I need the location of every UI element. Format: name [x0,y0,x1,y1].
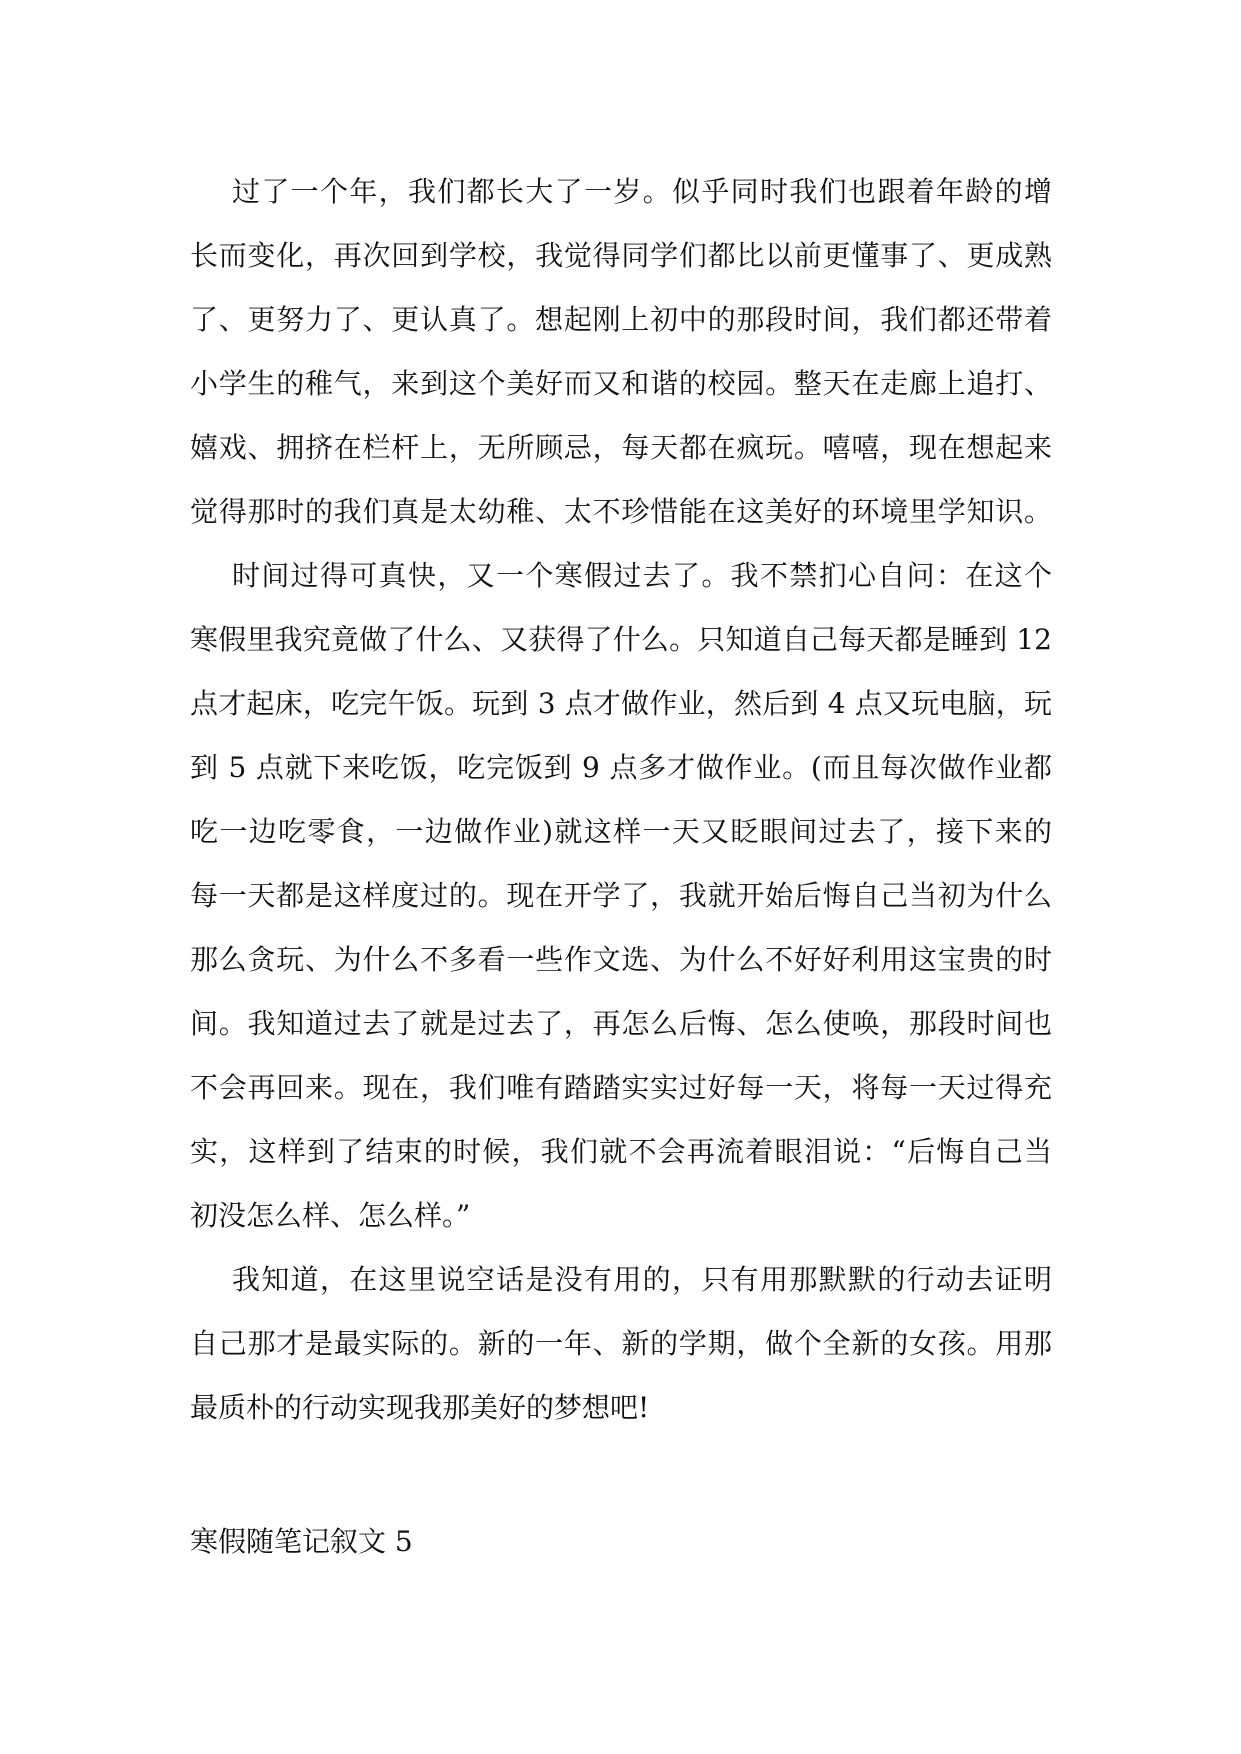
paragraph-1-line-4: 小学生的稚气，来到这个美好而又和谐的校园。整天在走廊上追打、 [190,367,1052,400]
article-body [190,160,1052,1440]
section-heading: 寒假随笔记叙文 5 [190,1525,413,1558]
paragraph-2-line-5: 吃一边吃零食，一边做作业)就这样一天又眨眼间过去了，接下来的 [190,815,1052,848]
paragraph-3-line-2: 自己那才是最实际的。新的一年、新的学期，做个全新的女孩。用那 [190,1327,1052,1360]
paragraph-1-line-2: 长而变化，再次回到学校，我觉得同学们都比以前更懂事了、更成熟 [190,239,1052,272]
paragraph-3-line-1: 我知道，在这里说空话是没有用的，只有用那默默的行动去证明 [232,1263,1052,1296]
paragraph-1-line-3: 了、更努力了、更认真了。想起刚上初中的那段时间，我们都还带着 [190,303,1052,336]
paragraph-2-line-10: 实，这样到了结束的时候，我们就不会再流着眼泪说：“后悔自己当 [190,1135,1052,1168]
paragraph-3-line-3: 最质朴的行动实现我那美好的梦想吧! [190,1391,650,1424]
paragraph-2-line-6: 每一天都是这样度过的。现在开学了，我就开始后悔自己当初为什么 [190,879,1052,912]
paragraph-2-line-8: 间。我知道过去了就是过去了，再怎么后悔、怎么使唤，那段时间也 [190,1007,1052,1040]
paragraph-2-line-9: 不会再回来。现在，我们唯有踏踏实实过好每一天，将每一天过得充 [190,1071,1052,1104]
paragraph-1-line-6: 觉得那时的我们真是太幼稚、太不珍惜能在这美好的环境里学知识。 [190,495,1052,528]
paragraph-1-line-1: 过了一个年，我们都长大了一岁。似乎同时我们也跟着年龄的增 [232,175,1052,208]
paragraph-2-line-3: 点才起床，吃完午饭。玩到 3 点才做作业，然后到 4 点又玩电脑，玩 [190,687,1052,720]
paragraph-2-line-7: 那么贪玩、为什么不多看一些作文选、为什么不好好利用这宝贵的时 [190,943,1052,976]
paragraph-2-line-4: 到 5 点就下来吃饭，吃完饭到 9 点多才做作业。(而且每次做作业都 [190,751,1052,784]
paragraph-2-line-11: 初没怎么样、怎么样。” [190,1199,471,1232]
paragraph-2-line-2: 寒假里我究竟做了什么、又获得了什么。只知道自己每天都是睡到 12 [190,623,1052,656]
paragraph-1-line-5: 嬉戏、拥挤在栏杆上，无所顾忌，每天都在疯玩。嘻嘻，现在想起来 [190,431,1052,464]
paragraph-2-line-1: 时间过得可真快，又一个寒假过去了。我不禁扪心自问：在这个 [232,559,1052,592]
